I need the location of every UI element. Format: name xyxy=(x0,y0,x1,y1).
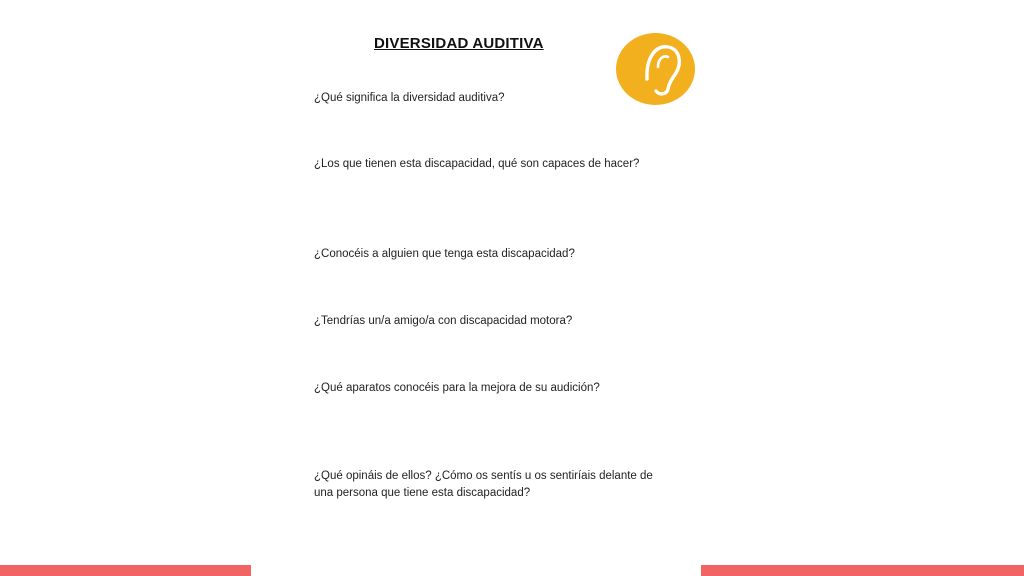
question-3: ¿Conocéis a alguien que tenga esta discapacidad? xyxy=(314,248,575,260)
question-4: ¿Tendrías un/a amigo/a con discapacidad motora? xyxy=(314,315,573,327)
question-6 xyxy=(314,468,653,502)
footer-bar-right xyxy=(701,565,1024,576)
footer-bar-left xyxy=(0,565,251,576)
question-2: ¿Los que tienen esta discapacidad, qué son capaces de hacer? xyxy=(314,158,640,170)
question-1: ¿Qué significa la diversidad auditiva? xyxy=(314,92,505,104)
ear-icon xyxy=(616,33,695,105)
page-title: DIVERSIDAD AUDITIVA xyxy=(374,35,544,52)
question-6-line-2: una persona que tiene esta discapacidad? xyxy=(314,487,531,499)
question-6-line-1: ¿Qué opináis de ellos? ¿Cómo os sentís u os sentiríais delante de xyxy=(314,470,653,482)
question-5: ¿Qué aparatos conocéis para la mejora de su audición? xyxy=(314,382,600,394)
